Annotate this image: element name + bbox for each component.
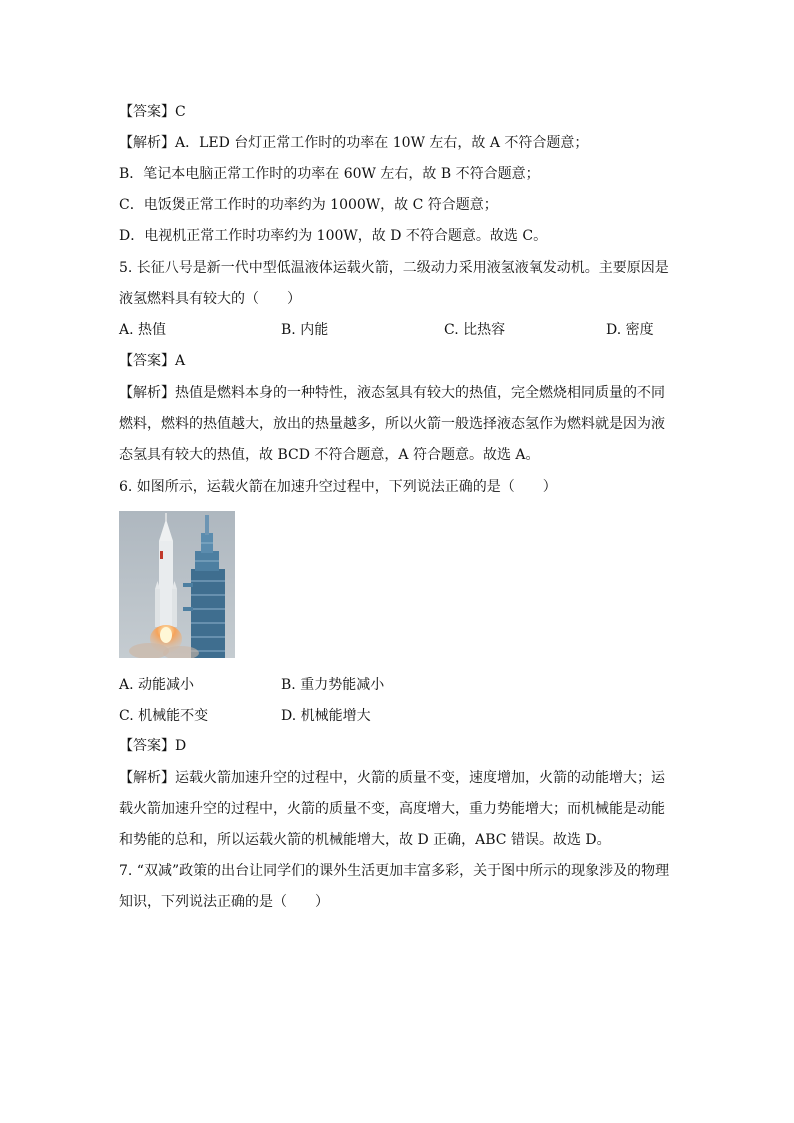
q4-analysis-line-2: B．笔记本电脑正常工作时的功率在 60W 左右，故 B 不符合题意； <box>119 166 540 182</box>
q4-analysis-line-4: D．电视机正常工作时功率约为 100W，故 D 不符合题意。故选 C。 <box>119 228 548 244</box>
q5-analysis-line-3: 态氢具有较大的热值，故 BCD 不符合题意，A 符合题意。故选 A。 <box>119 447 540 463</box>
q6-option-a: A. 动能减小 <box>119 677 195 693</box>
q6-option-c: C. 机械能不变 <box>119 708 209 724</box>
q7-stem-line-2: 知识，下列说法正确的是（ ） <box>119 894 329 910</box>
rocket-launch-photo <box>119 511 235 658</box>
q5-stem-line-2: 液氢燃料具有较大的（ ） <box>119 291 301 307</box>
q5-option-d: D. 密度 <box>606 322 654 338</box>
q7-stem-line-1: 7. “双减”政策的出台让同学们的课外生活更加丰富多彩，关于图中所示的现象涉及的物理 <box>119 863 670 879</box>
q6-analysis-line-1: 【解析】运载火箭加速升空的过程中，火箭的质量不变，速度增加，火箭的动能增大；运 <box>119 770 665 786</box>
q5-analysis-line-2: 燃料，燃料的热值越大，放出的热量越多，所以火箭一般选择液态氢作为燃料就是因为液 <box>119 416 665 432</box>
q4-answer: 【答案】C <box>119 104 186 120</box>
q5-option-b: B. 内能 <box>281 322 329 338</box>
q5-stem-line-1: 5. 长征八号是新一代中型低温液体运载火箭，二级动力采用液氢液氧发动机。主要原因是 <box>119 260 669 276</box>
q6-answer: 【答案】D <box>119 738 187 754</box>
q6-analysis-line-2: 载火箭加速升空的过程中，火箭的质量不变，高度增大，重力势能增大；而机械能是动能 <box>119 801 665 817</box>
q6-analysis-line-3: 和势能的总和，所以运载火箭的机械能增大，故 D 正确，ABC 错误。故选 D。 <box>119 832 611 848</box>
q4-analysis-line-1: 【解析】A．LED 台灯正常工作时的功率在 10W 左右，故 A 不符合题意； <box>119 135 589 151</box>
q5-option-a: A. 热值 <box>119 322 167 338</box>
q5-answer: 【答案】A <box>119 353 186 369</box>
q5-option-c: C. 比热容 <box>444 322 506 338</box>
q6-stem: 6. 如图所示，运载火箭在加速升空过程中，下列说法正确的是（ ） <box>119 479 557 495</box>
q5-analysis-line-1: 【解析】热值是燃料本身的一种特性，液态氢具有较大的热值，完全燃烧相同质量的不同 <box>119 385 665 401</box>
q6-option-d: D. 机械能增大 <box>281 708 371 724</box>
q4-analysis-line-3: C．电饭煲正常工作时的功率约为 1000W，故 C 符合题意； <box>119 197 498 213</box>
q6-option-b: B. 重力势能减小 <box>281 677 385 693</box>
